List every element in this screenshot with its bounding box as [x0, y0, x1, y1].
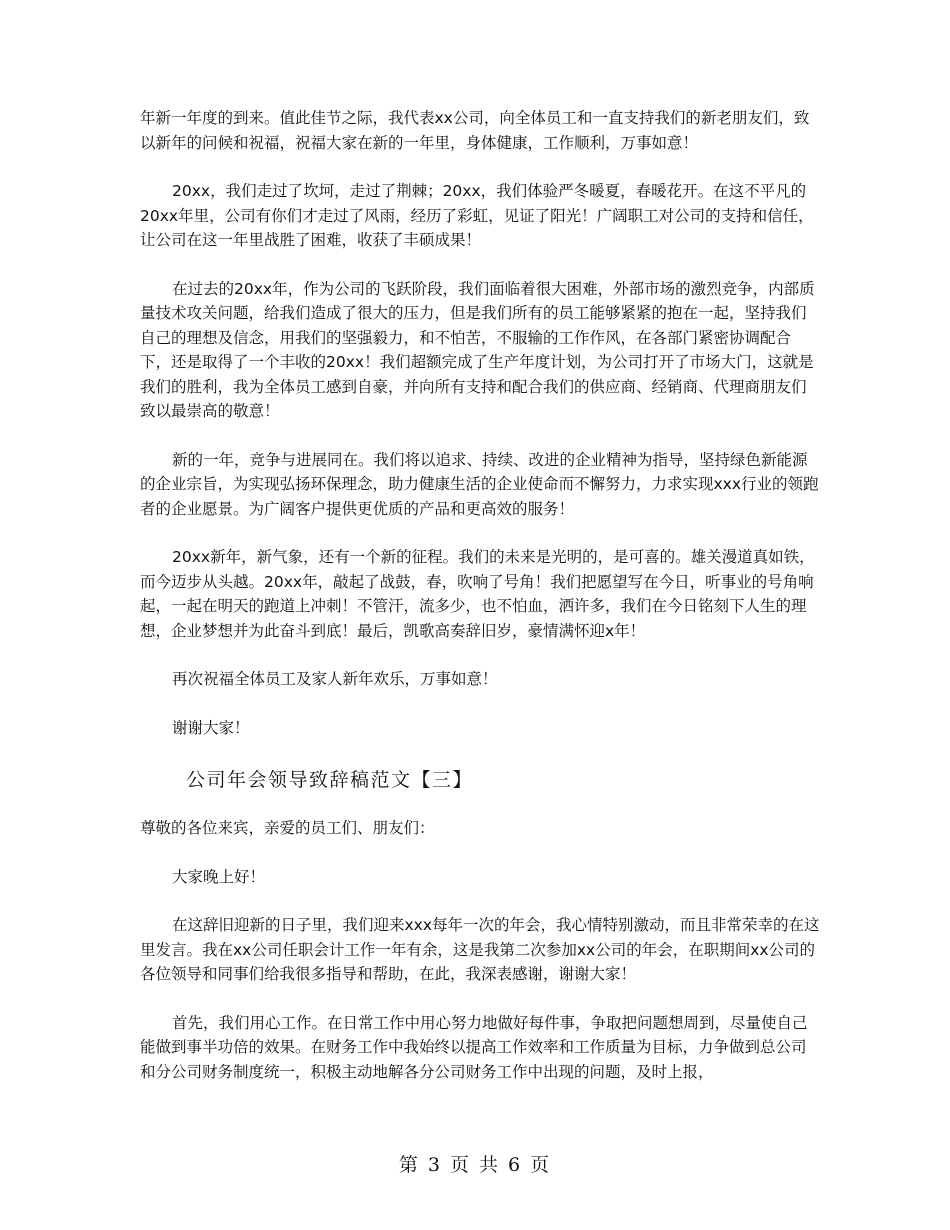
paragraph: 在这辞旧迎新的日子里，我们迎来xxx每年一次的年会，我心情特别激动，而且非常荣幸的在这里发言。我在xx公司任职会计工作一年有余，这是我第二次参加xx公司的年会，在职期间xx公司的各位领导和同事们给我很多指导和帮助，在此，我深表感谢，谢谢大家！	[140, 916, 820, 983]
section-heading: 公司年会领导致辞稿范文【三】	[186, 769, 474, 791]
paragraph: 在过去的20xx年，作为公司的飞跃阶段，我们面临着很大困难，外部市场的激烈竞争，内部质量技术攻关问题，给我们造成了很大的压力，但是我们所有的员工能够紧紧的抱在一起，坚持我们自己的理想及信念，用我们的坚强毅力，和不怕苦，不服输的工作作风，在各部门紧密协调配合下，还是取得了一个丰收的20xx！我们超额完成了生产年度计划，为公司打开了市场大门，这就是我们的胜利，我为全体员工感到自豪，并向所有支持和配合我们的供应商、经销商、代理商朋友们致以最崇高的敬意！	[140, 279, 815, 420]
document-body	[140, 106, 820, 1084]
paragraph: 20xx新年，新气象，还有一个新的征程。我们的未来是光明的，是可喜的。雄关漫道真如铁，而今迈步从头越。20xx年，敲起了战鼓，春，吹响了号角！我们把愿望写在今日，听事业的号角响起，一起在明天的跑道上冲刺！不管汗，流多少，也不怕血，洒许多，我们在今日铭刻下人生的理想，企业梦想并为此奋斗到底！最后，凯歌高奏辞旧岁，豪情满怀迎x年！	[140, 548, 815, 640]
paragraph: 新的一年，竞争与进展同在。我们将以追求、持续、改进的企业精神为指导，坚持绿色新能源的企业宗旨，为实现弘扬环保理念，助力健康生活的企业使命而不懈努力，力求实现xxx行业的领跑者的企业愿景。为广阔客户提供更优质的产品和更高效的服务！	[140, 450, 819, 518]
page-number-footer: 第 3 页 共 6 页	[398, 1154, 552, 1176]
paragraph: 再次祝福全体员工及家人新年欢乐，万事如意！	[172, 670, 498, 688]
salutation: 尊敬的各位来宾，亲爱的员工们、朋友们：	[140, 819, 435, 837]
paragraph: 年新一年度的到来。值此佳节之际，我代表xx公司，向全体员工和一直支持我们的新老朋友们，致以新年的问候和祝福，祝福大家在新的一年里，身体健康，工作顺利，万事如意！	[140, 109, 810, 152]
greeting: 大家晚上好！	[172, 867, 266, 886]
paragraph: 20xx，我们走过了坎坷，走过了荆棘；20xx，我们体验严冬暖夏，春暖花开。在这不平凡的20xx年里，公司有你们才走过了风雨，经历了彩虹，见证了阳光！广阔职工对公司的支持和信任，让公司在这一年里战胜了困难，收获了丰硕成果！	[140, 182, 814, 249]
paragraph: 谢谢大家！	[172, 718, 250, 737]
paragraph: 首先，我们用心工作。在日常工作中用心努力地做好每件事，争取把问题想周到，尽量使自己能做到事半功倍的效果。在财务工作中我始终以提高工作效率和工作质量为目标，力争做到总公司和分公司财务制度统一，积极主动地解各分公司财务工作中出现的问题，及时上报，	[140, 1013, 808, 1081]
